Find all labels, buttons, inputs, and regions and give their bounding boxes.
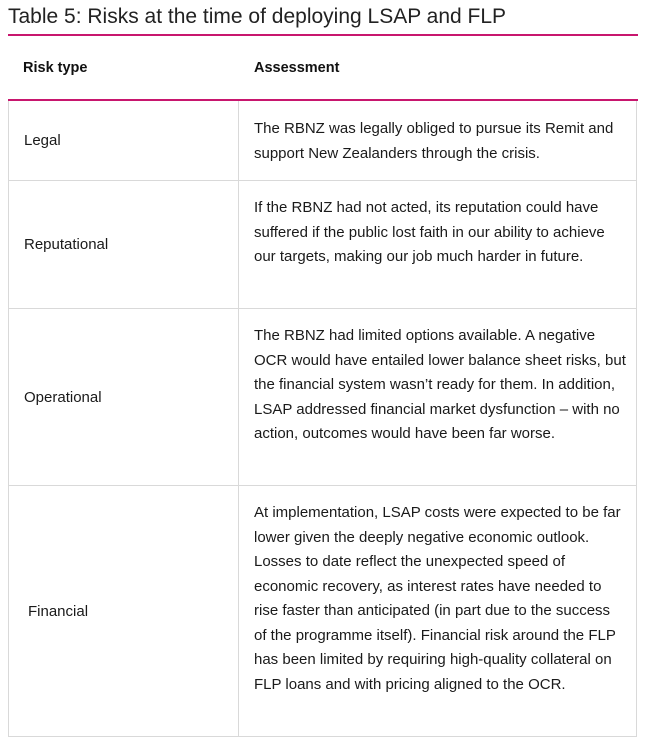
table-row-reputational — [8, 181, 637, 309]
table-row-financial — [8, 486, 637, 737]
column-divider — [238, 309, 239, 485]
top-rule — [8, 34, 638, 36]
column-divider — [238, 181, 239, 308]
assessment-cell: The RBNZ was legally obliged to pursue its Remit and support New Zealanders through the crisis. — [254, 120, 614, 162]
risk-type-cell: Legal — [24, 132, 61, 149]
assessment-cell: The RBNZ had limited options available. A negative OCR would have entailed lower balance sheet risks, but the financial system wasn’t ready for them. In addition, LSAP addressed financial market dysfunction – with no action, outcomes would have been far worse. — [254, 327, 626, 442]
header-assessment: Assessment — [254, 60, 340, 76]
header-risk-type: Risk type — [23, 60, 88, 76]
table-title: Table 5: Risks at the time of deploying LSAP and FLP — [8, 5, 507, 28]
risk-type-cell: Financial — [28, 602, 89, 620]
table-row-legal — [8, 101, 637, 181]
risk-type-cell: Operational — [24, 388, 102, 406]
table-row-operational — [8, 309, 637, 486]
assessment-cell: If the RBNZ had not acted, its reputation could have suffered if the public lost faith in our ability to achieve our targets, making our job much harder in future. — [254, 199, 605, 265]
risk-type-cell: Reputational — [24, 236, 109, 253]
column-divider — [238, 486, 239, 736]
assessment-cell: At implementation, LSAP costs were expected to be far lower given the deeply negative economic outlook. Losses to date reflect the unexpected speed of economic recovery, as interest rates have needed to rise faster than anticipated (in part due to the success of the programme itself). Financial risk around the FLP has been limited by requiring high-quality collateral on FLP loans and with pricing aligned to the OCR. — [254, 504, 621, 693]
column-divider — [238, 101, 239, 180]
